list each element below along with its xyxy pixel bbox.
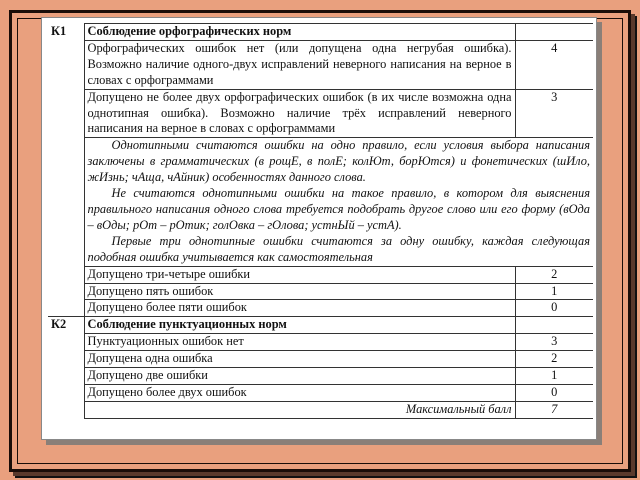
note-row (48, 138, 593, 266)
criterion-row (48, 89, 593, 138)
criterion-score: 4 (515, 40, 593, 89)
max-score-label: Максимальный балл (84, 401, 515, 418)
section-title: Соблюдение орфографических норм (84, 24, 515, 41)
criterion-text: Допущено более пяти ошибок (84, 300, 515, 317)
criterion-text: Пунктуационных ошибок нет (84, 334, 515, 351)
section-code: К2 (48, 317, 84, 334)
section-code: К1 (48, 24, 84, 41)
criterion-text: Допущено три-четыре ошибки (84, 266, 515, 283)
note-paragraph: Первые три однотипные ошибки считаются за одну ошибку, каждая следующая подобная ошибка учитывается как самостоятельная (87, 233, 590, 264)
section-header-row (48, 317, 593, 334)
note-block (84, 138, 593, 266)
note-paragraph: Не считаются однотипными ошибки на такое правило, в котором для выяснения правильного написания одного слова требуется подобрать другое слово или его форму (вОда – вОды; рОт – рОтик; голОвка – гОлова; устнЫй – устА). (87, 186, 590, 232)
criterion-score: 0 (515, 300, 593, 317)
score-cell-empty (515, 24, 593, 41)
criterion-text: Допущено две ошибки (84, 368, 515, 385)
score-cell-empty (515, 317, 593, 334)
criteria-table (48, 23, 593, 419)
criterion-row (48, 334, 593, 351)
criterion-text: Допущено более двух ошибок (84, 384, 515, 401)
criterion-score: 2 (515, 266, 593, 283)
criterion-text: Допущена одна ошибка (84, 351, 515, 368)
max-score-row (48, 401, 593, 418)
document-sheet (41, 17, 597, 440)
criterion-score: 0 (515, 384, 593, 401)
criterion-text: Допущено не более двух орфографических ошибок (в их числе возможна одна однотипная ошибка). Возможно наличие трёх исправлений неверного написания на верное в словах с орфограммами (84, 89, 515, 138)
criterion-row (48, 283, 593, 300)
criterion-score: 1 (515, 368, 593, 385)
criterion-text: Орфографических ошибок нет (или допущена одна негрубая ошибка). Возможно наличие одного-двух исправлений неверного написания на верное в словах с орфограммами (84, 40, 515, 89)
criterion-text: Допущено пять ошибок (84, 283, 515, 300)
criterion-row (48, 351, 593, 368)
section-title: Соблюдение пунктуационных норм (84, 317, 515, 334)
criterion-score: 3 (515, 334, 593, 351)
criterion-score: 3 (515, 89, 593, 138)
criterion-row (48, 384, 593, 401)
criterion-row (48, 266, 593, 283)
criterion-row (48, 40, 593, 89)
max-score-value: 7 (515, 401, 593, 418)
criterion-score: 1 (515, 283, 593, 300)
section-header-row (48, 24, 593, 41)
criterion-score: 2 (515, 351, 593, 368)
criterion-row (48, 300, 593, 317)
criterion-row (48, 368, 593, 385)
note-paragraph: Однотипными считаются ошибки на одно правило, если условия выбора написания заключены в грамматических (в рощЕ, в полЕ; колЮт, борЮтся) и фонетических (шИло, жИзнь; чАща, чАйник) особенностях данного слова. (87, 138, 590, 185)
